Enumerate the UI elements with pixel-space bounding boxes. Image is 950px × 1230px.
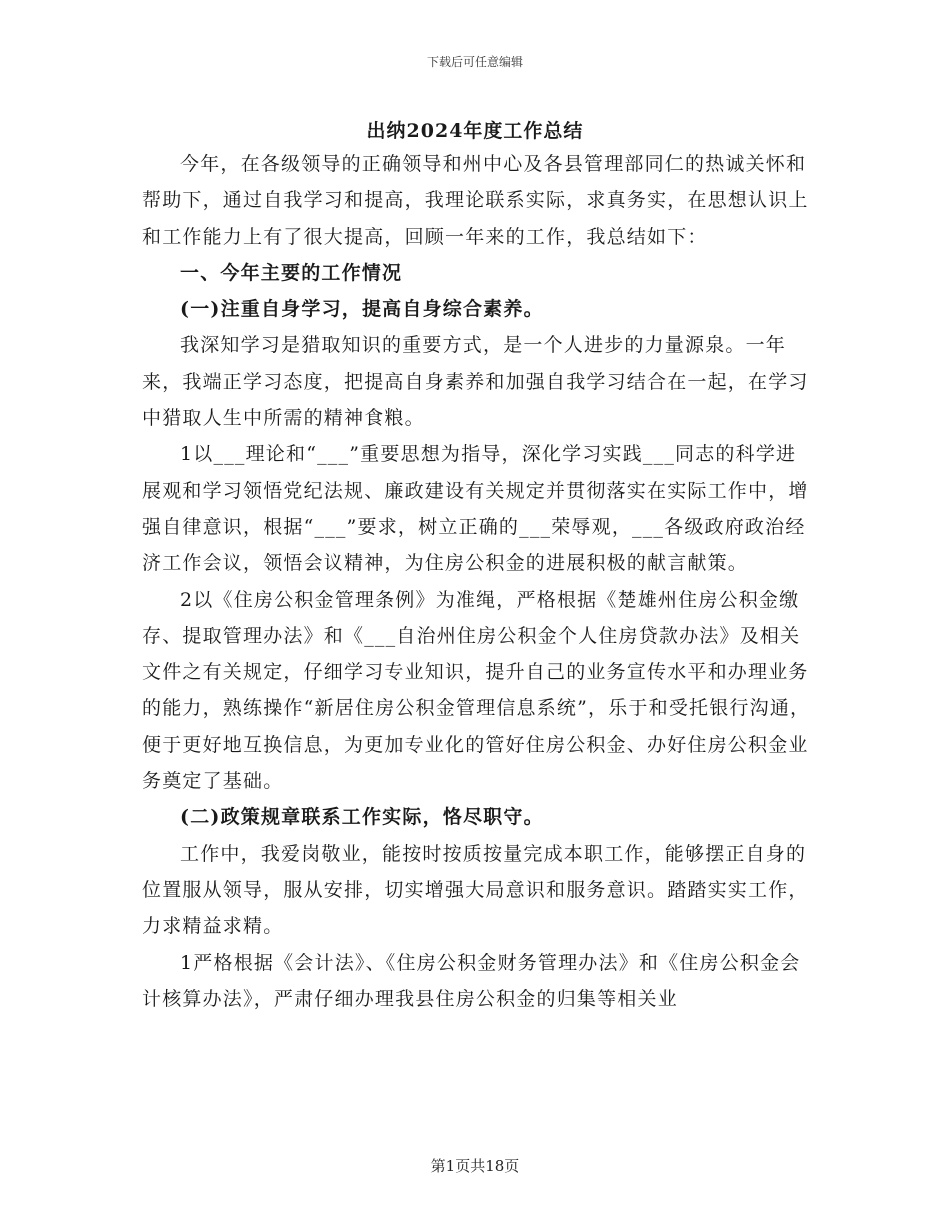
intro-paragraph: 今年，在各级领导的正确领导和州中心及各县管理部同仁的热诚关怀和帮助下，通过自我学习和提高，我理论联系实际，求真务实，在思想认识上和工作能力上有了很大提高，回顾一年来的工作，我总结如下： — [142, 153, 809, 248]
body-paragraph: 1严格根据《会计法》、《住房公积金财务管理办法》和《住房公积金会计核算办法》，严肃仔细办理我县住房公积金的归集等相关业 — [142, 951, 801, 1010]
body-paragraph: 工作中，我爱岗敬业，能按时按质按量完成本职工作，能够摆正自身的位置服从领导，服从安排，切实增强大局意识和服务意识。踏踏实实工作，力求精益求精。 — [142, 842, 809, 938]
header-note: 下载后可任意编辑 — [426, 55, 523, 69]
document-title: 出纳2024年度工作总结 — [366, 120, 584, 142]
body-paragraph: 我深知学习是猎取知识的重要方式，是一个人进步的力量源泉。一年来，我端正学习态度，把提高自身素养和加强自我学习结合在一起，在学习中猎取人生中所需的精神食粮。 — [142, 334, 809, 430]
section-heading-1: 一、今年主要的工作情况 — [180, 261, 403, 284]
body-paragraph: 1以___理论和“___”重要思想为指导，深化学习实践___同志的科学进展观和学习领悟党纪法规、廉政建设有关规定并贯彻落实在实际工作中，增强自律意识，根据“___”要求，树立正确的___荣辱观，___各级政府政治经济工作会议，领悟会议精神，为住房公积金的进展积极的献言献策。 — [142, 443, 809, 575]
subsection-heading-1: (一)注重自身学习，提高自身综合素养。 — [180, 298, 544, 321]
subsection-heading-2: (二)政策规章联系工作实际，恪尽职守。 — [180, 806, 544, 829]
page-number: 第1页共18页 — [430, 1157, 520, 1175]
document-body — [142, 146, 814, 1017]
body-paragraph: 2以《住房公积金管理条例》为准绳，严格根据《楚雄州住房公积金缴存、提取管理办法》和《___自治州住房公积金个人住房贷款办法》及相关文件之有关规定，仔细学习专业知识，提升自己的业务宣传水平和办理业务的能力，熟练操作“新居住房公积金管理信息系统”，乐于和受托银行沟通，便于更好地互换信息，为更加专业化的管好住房公积金、办好住房公积金业务奠定了基础。 — [142, 588, 811, 793]
